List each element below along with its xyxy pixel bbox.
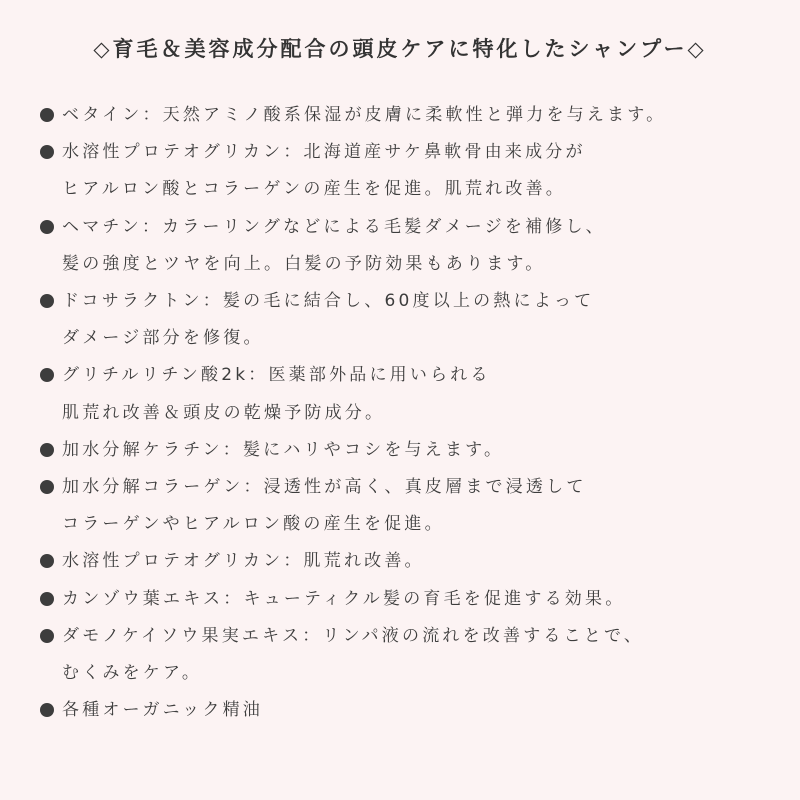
- item-text-continued: むくみをケア。: [62, 663, 203, 684]
- list-item-proteoglycan: [38, 134, 778, 208]
- item-text: ドコサラクトン：髪の毛に結合し、60度以上の熱によって: [62, 291, 595, 312]
- item-text: グリチルリチン酸2k：医薬部外品に用いられる: [62, 365, 491, 386]
- page-title: ◇育毛＆美容成分配合の頭皮ケアに特化したシャンプー◇: [93, 37, 707, 61]
- item-text: ヘマチン：カラーリングなどによる毛髪ダメージを補修し、: [62, 216, 606, 237]
- bullet-icon: [40, 703, 54, 717]
- item-text: ベタイン：天然アミノ酸系保湿が皮膚に柔軟性と弾力を与えます。: [62, 105, 667, 125]
- list-item-betaine: [38, 97, 778, 134]
- bullet-icon: [40, 220, 54, 234]
- item-text-continued: ヒアルロン酸とコラーゲンの産生を促進。肌荒れ改善。: [62, 179, 566, 200]
- list-item-glycyrrhizinate: [38, 357, 778, 431]
- bullet-icon: [40, 629, 54, 643]
- bullet-icon: [40, 294, 54, 308]
- item-text-continued: コラーゲンやヒアルロン酸の産生を促進。: [62, 514, 445, 535]
- bullet-icon: [40, 368, 54, 382]
- item-text: 水溶性プロテオグリカン：肌荒れ改善。: [62, 551, 425, 572]
- item-text: 水溶性プロテオグリカン：北海道産サケ鼻軟骨由来成分が: [62, 142, 586, 163]
- bullet-icon: [40, 480, 54, 494]
- bullet-icon: [40, 592, 54, 606]
- list-item-licorice-leaf: [38, 581, 778, 618]
- item-text: 加水分解ケラチン：髪にハリやコシを与えます。: [62, 439, 505, 460]
- list-item-organic-oils: [38, 692, 778, 729]
- list-item-keratin: [38, 432, 778, 469]
- item-text: ダモノケイソウ果実エキス：リンパ液の流れを改善することで、: [62, 625, 645, 646]
- list-item-collagen: [38, 469, 778, 543]
- item-text-continued: 肌荒れ改善＆頭皮の乾燥予防成分。: [62, 402, 386, 423]
- bullet-icon: [40, 108, 54, 122]
- item-text-continued: 髪の強度とツヤを向上。白髪の予防効果もあります。: [62, 253, 546, 274]
- item-text: 各種オーガニック精油: [62, 700, 263, 721]
- list-item-fruit-extract: [38, 618, 778, 692]
- bullet-icon: [40, 443, 54, 457]
- list-item-hematin: [38, 209, 778, 283]
- list-item-proteoglycan-2: [38, 543, 778, 580]
- item-text: 加水分解コラーゲン：浸透性が高く、真皮層まで浸透して: [62, 477, 587, 498]
- bullet-icon: [40, 554, 54, 568]
- ingredient-list: [38, 97, 778, 729]
- item-text: カンゾウ葉エキス：キューティクル髪の育毛を促進する効果。: [62, 588, 626, 609]
- list-item-docosalactone: [38, 283, 778, 357]
- item-text-continued: ダメージ部分を修復。: [62, 328, 264, 349]
- bullet-icon: [40, 145, 54, 159]
